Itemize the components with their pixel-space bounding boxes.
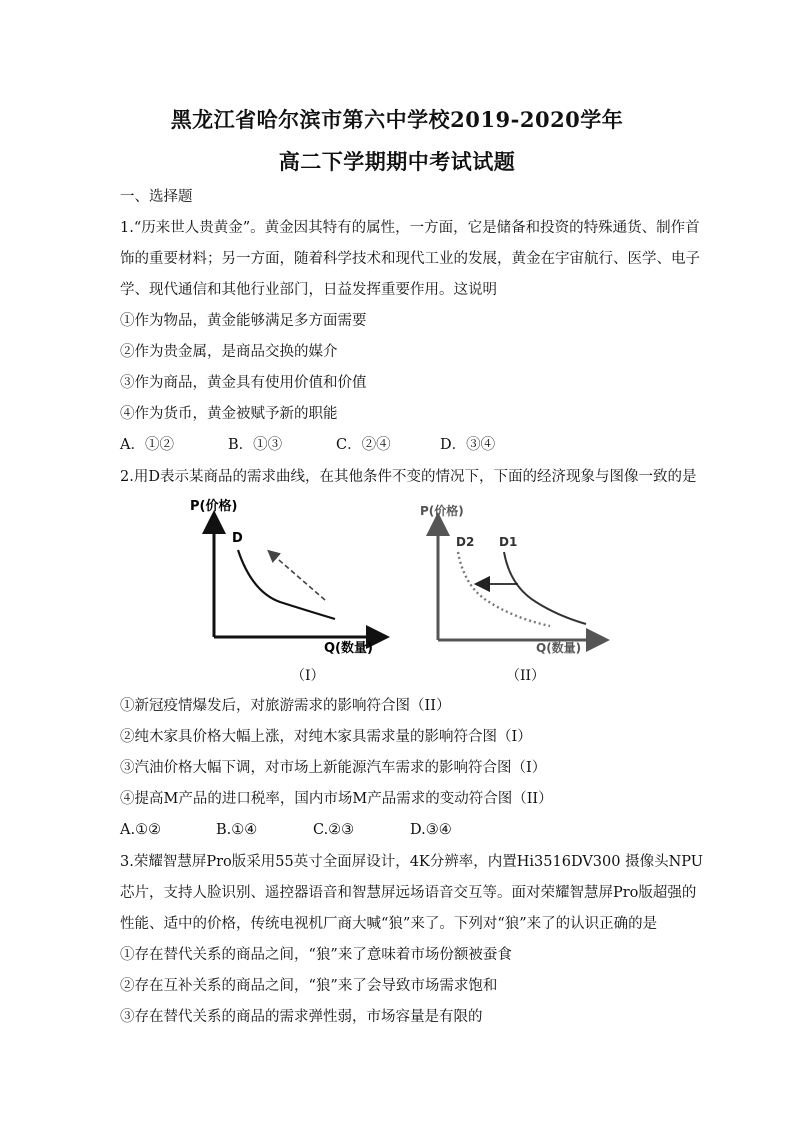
exam-title-line2: 高二下学期期中考试试题 [278,149,516,174]
q3-item: ①存在替代关系的商品之间，“狼”来了意味着市场份额被蚕食 [120,947,512,963]
q1-item: ①作为物品，黄金能够满足多方面需要 [120,313,367,329]
q1-option-b: B．①③ [228,437,283,453]
curve-d1-label: D1 [499,535,518,549]
q2-item: ④提高M产品的进口税率，国内市场M产品需求的变动符合图（II） [120,791,553,807]
figure-1-caption: （I） [291,668,325,684]
q3-item: ③存在替代关系的商品的需求弹性弱，市场容量是有限的 [120,1009,483,1025]
q2-option-a: A.①② [120,822,162,838]
q1-option-c: C．②④ [336,437,391,453]
section-heading: 一、选择题 [120,189,193,205]
demand-figure-2 [418,500,618,665]
q1-stem-line3: 学、现代通信和其他行业部门，日益发挥重要作用。这说明 [120,282,497,298]
x-axis-label: Q(数量) [536,641,582,655]
q1-option-d: D．③④ [440,437,496,453]
exam-title-line1: 黑龙江省哈尔滨市第六中学校2019-2020学年 [170,107,624,132]
q1-stem-line1: 1.“历来世人贵黄金”。黄金因其特有的属性，一方面，它是储备和投资的特殊通货、制作首 [120,220,700,236]
q2-item: ②纯木家具价格大幅上涨，对纯木家具需求量的影响符合图（I） [120,729,532,745]
q2-option-c: C.②③ [313,822,355,838]
demand-curve-d1 [504,552,586,624]
q3-stem-line1: 3.荣耀智慧屏Pro版采用55英寸全面屏设计，4K分辨率，内置Hi3516DV300 摄像头NPU [120,854,703,870]
q2-item: ③汽油价格大幅下调，对市场上新能源汽车需求的影响符合图（I） [120,760,547,776]
movement-along-curve-arrow [272,554,325,600]
figure-2-caption: （II） [506,668,546,684]
q1-item: ④作为货币，黄金被赋予新的职能 [120,406,338,422]
q1-item: ③作为商品，黄金具有使用价值和价值 [120,375,367,391]
demand-curve [238,550,335,619]
q3-stem-line3: 性能、适中的价格，传统电视机厂商大喊“狼”来了。下列对“狼”来了的认识正确的是 [120,916,658,932]
x-axis-label: Q(数量) [324,641,373,656]
q1-option-a: A．①② [120,437,174,453]
q3-stem-line2: 芯片，支持人脸识别、遥控器语音和智慧屏远场语音交互等。面对荣耀智慧屏Pro版超强的 [120,885,697,901]
q2-option-b: B.①④ [216,822,258,838]
demand-curve-d2 [458,552,550,626]
curve-d2-label: D2 [456,535,475,549]
y-axis-label: P(价格) [420,504,464,518]
q3-item: ②存在互补关系的商品之间，“狼”来了会导致市场需求饱和 [120,978,498,994]
q1-item: ②作为贵金属，是商品交换的媒介 [120,344,338,360]
q1-stem-line2: 饰的重要材料；另一方面，随着科学技术和现代工业的发展，黄金在宇宙航行、医学、电子 [120,251,700,267]
q2-item: ①新冠疫情爆发后，对旅游需求的影响符合图（II） [120,698,451,714]
q2-option-d: D.③④ [410,822,452,838]
q2-stem: 2.用D表示某商品的需求曲线，在其他条件不变的情况下，下面的经济现象与图像一致的是 [120,469,697,485]
demand-curve-label: D [232,531,243,546]
y-axis-label: P(价格) [190,499,238,514]
demand-figure-1 [180,492,400,662]
